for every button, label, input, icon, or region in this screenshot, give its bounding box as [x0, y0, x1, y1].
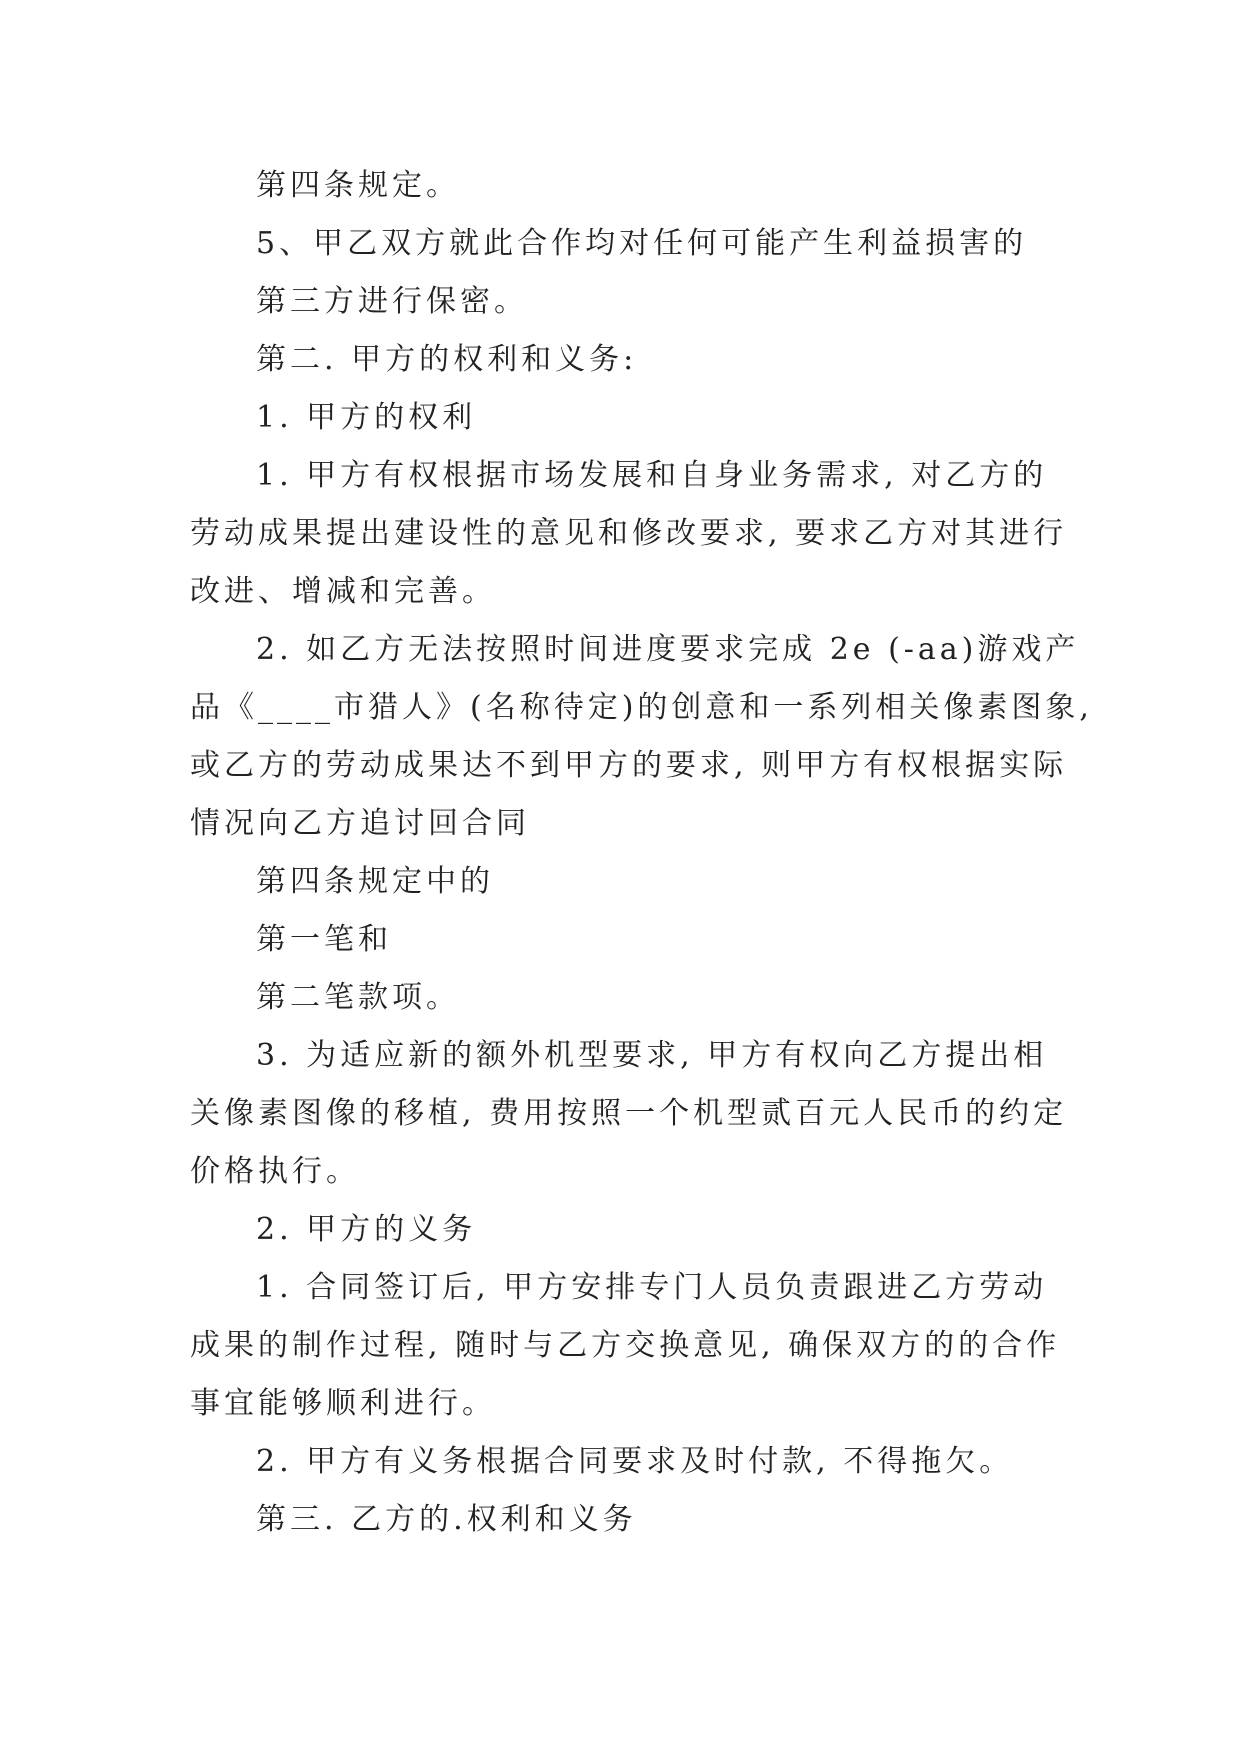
text-line: 第一笔和 [256, 922, 392, 957]
text-line: 成果的制作过程, 随时与乙方交换意见, 确保双方的的合作 [190, 1328, 1061, 1363]
text-line: 1. 甲方有权根据市场发展和自身业务需求, 对乙方的 [256, 458, 1048, 493]
section-heading: 第二. 甲方的权利和义务: [256, 342, 638, 377]
text-line: 3. 为适应新的额外机型要求, 甲方有权向乙方提出相 [256, 1038, 1048, 1073]
text-line: 2. 如乙方无法按照时间进度要求完成 2e (-aa)游戏产 [256, 632, 1080, 667]
text-line: 价格执行。 [190, 1154, 360, 1189]
subsection-heading: 2. 甲方的义务 [256, 1212, 477, 1247]
text-line: 或乙方的劳动成果达不到甲方的要求, 则甲方有权根据实际 [190, 748, 1068, 783]
text-line: 第四条规定。 [256, 168, 460, 203]
text-line: 5、甲乙双方就此合作均对任何可能产生利益损害的 [256, 226, 1028, 261]
text-line: 关像素图像的移植, 费用按照一个机型贰百元人民币的约定 [190, 1096, 1068, 1131]
subsection-heading: 1. 甲方的权利 [256, 400, 477, 435]
text-line: 第三方进行保密。 [256, 284, 528, 319]
text-line: 2. 甲方有义务根据合同要求及时付款, 不得拖欠。 [256, 1444, 1014, 1479]
text-line: 第二笔款项。 [256, 980, 460, 1015]
text-line: 1. 合同签订后, 甲方安排专门人员负责跟进乙方劳动 [256, 1270, 1048, 1305]
text-line: 劳动成果提出建设性的意见和修改要求, 要求乙方对其进行 [190, 516, 1068, 551]
section-heading: 第三. 乙方的.权利和义务 [256, 1502, 637, 1537]
text-line: 事宜能够顺利进行。 [190, 1386, 496, 1421]
text-line: 情况向乙方追讨回合同 [190, 806, 530, 841]
document-body [190, 157, 1093, 1549]
text-line: 品《____市猎人》(名称待定)的创意和一系列相关像素图象, [190, 690, 1093, 725]
text-line: 第四条规定中的 [256, 864, 494, 899]
text-line: 改进、增减和完善。 [190, 574, 496, 609]
